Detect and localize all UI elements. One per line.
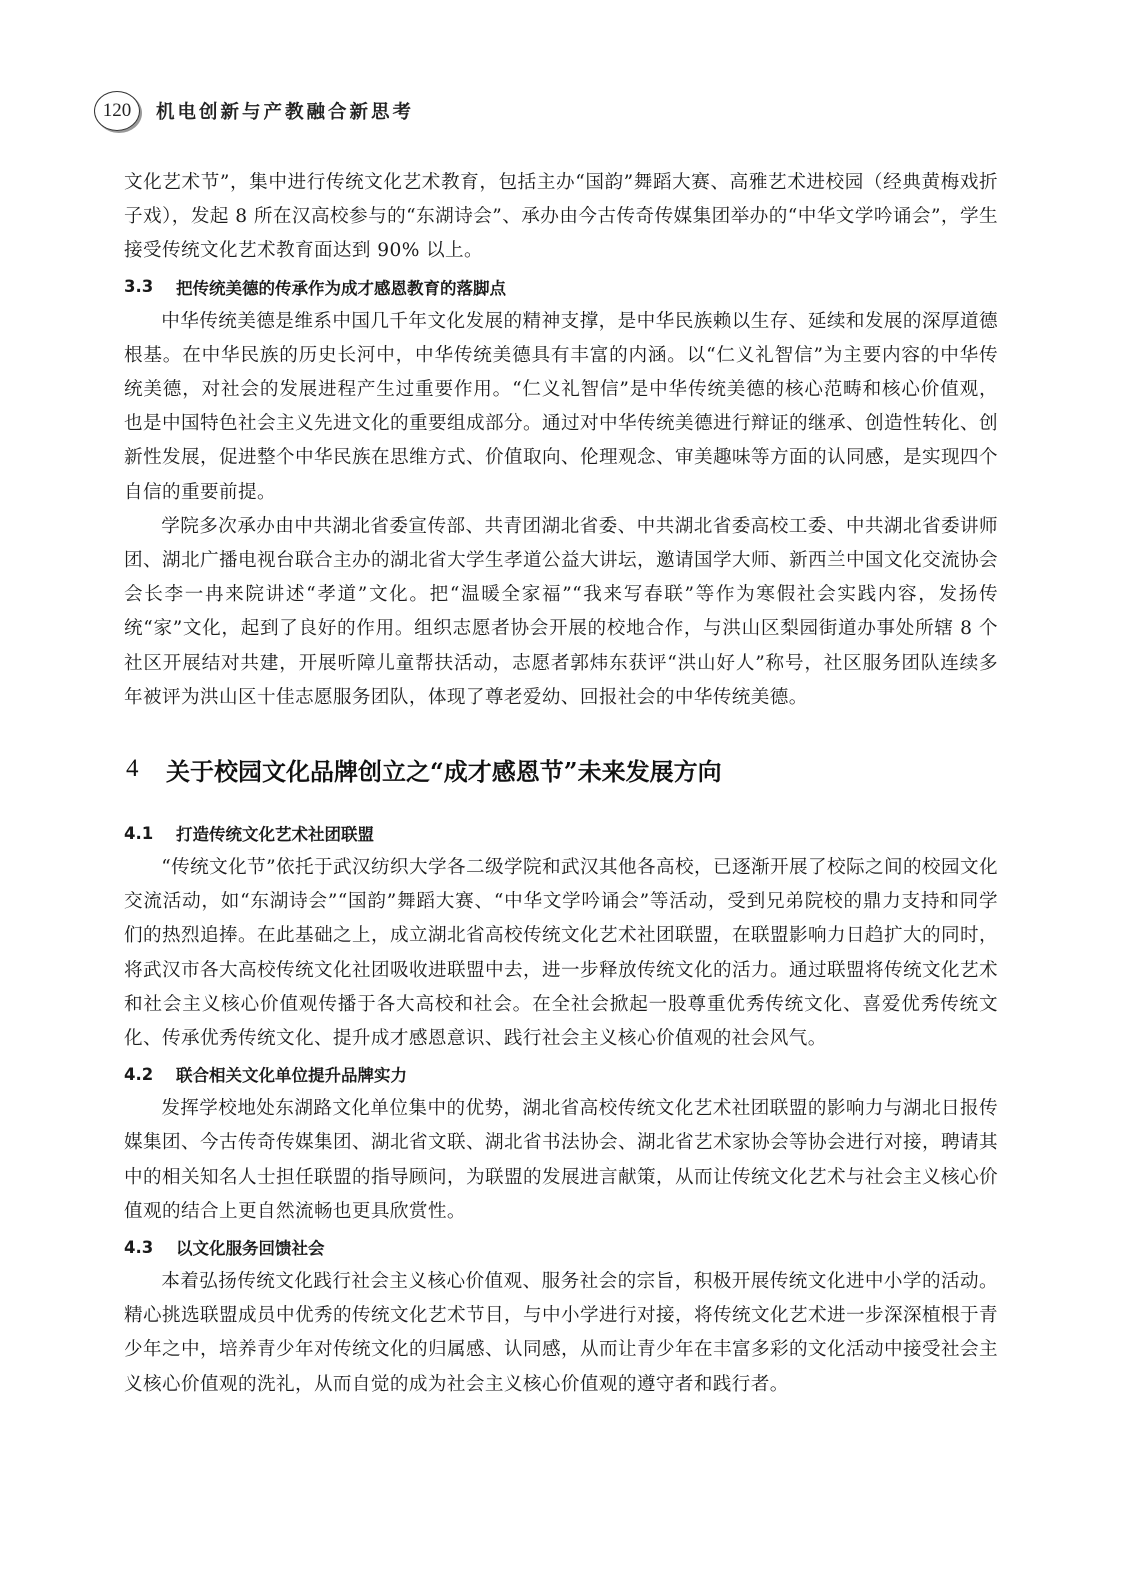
subsection-title: 以文化服务回馈社会: [176, 1239, 325, 1259]
subsection-heading-3-3: [124, 269, 998, 305]
subsection-heading-4-3: [124, 1229, 998, 1265]
paragraph: 发挥学校地处东湖路文化单位集中的优势，湖北省高校传统文化艺术社团联盟的影响力与湖北日报传媒集团、今古传奇传媒集团、湖北省文联、湖北省书法协会、湖北省艺术家协会等协会进行对接，聘请其中的相关知名人士担任联盟的指导顾问，为联盟的发展进言献策，从而让传统文化艺术与社会主义核心价值观的结合上更自然流畅也更具欣赏性。: [124, 1098, 998, 1222]
subsection-number: 4.1: [124, 823, 154, 843]
subsection-title: 把传统美德的传承作为成才感恩教育的落脚点: [176, 278, 506, 298]
subsection-number: 4.2: [124, 1064, 154, 1084]
subsection-title: 打造传统文化艺术社团联盟: [176, 825, 374, 845]
section-title: 关于校园文化品牌创立之“成才感恩节”未来发展方向: [166, 756, 722, 786]
subsection-number: 4.3: [124, 1237, 154, 1257]
subsection-heading-4-1: [124, 815, 998, 851]
running-title: 机电创新与产教融合新思考: [156, 102, 415, 123]
subsection-heading-4-2: [124, 1056, 998, 1092]
page-header: [94, 88, 414, 134]
paragraph: “传统文化节”依托于武汉纺织大学各二级学院和武汉其他各高校，已逐渐开展了校际之间的校园文化交流活动，如“东湖诗会”“国韵”舞蹈大赛、“中华文学吟诵会”等活动，受到兄弟院校的鼎力支持和同学们的热烈追捧。在此基础之上，成立湖北省高校传统文化艺术社团联盟，在联盟影响力日趋扩大的同时，将武汉市各大高校传统文化社团吸收进联盟中去，进一步释放传统文化的活力。通过联盟将传统文化艺术和社会主义核心价值观传播于各大高校和社会。在全社会掀起一股尊重优秀传统文化、喜爱优秀传统文化、传承优秀传统文化、提升成才感恩意识、践行社会主义核心价值观的社会风气。: [124, 857, 998, 1050]
paragraph: 中华传统美德是维系中国几千年文化发展的精神支撑，是中华民族赖以生存、延续和发展的深厚道德根基。在中华民族的历史长河中，中华传统美德具有丰富的内涵。以“仁义礼智信”为主要内容的中华传统美德，对社会的发展进程产生过重要作用。“仁义礼智信”是中华传统美德的核心范畴和核心价值观，也是中国特色社会主义先进文化的重要组成部分。通过对中华传统美德进行辩证的继承、创造性转化、创新性发展，促进整个中华民族在思维方式、价值取向、伦理观念、审美趣味等方面的认同感，是实现四个自信的重要前提。: [124, 310, 998, 503]
section-number: 4: [126, 755, 139, 783]
subsection-number: 3.3: [124, 277, 154, 297]
section-heading-4: [124, 749, 998, 789]
paragraph: 文化艺术节”，集中进行传统文化艺术教育，包括主办“国韵”舞蹈大赛、高雅艺术进校园（经典黄梅戏折子戏），发起 8 所在汉高校参与的“东湖诗会”、承办由今古传奇传媒集团举办的“中华文学吟诵会”，学生接受传统文化艺术教育面达到 90% 以上。: [124, 172, 998, 262]
page-number: 120: [94, 91, 140, 131]
page-body: [124, 166, 998, 1402]
paragraph: 学院多次承办由中共湖北省委宣传部、共青团湖北省委、中共湖北省委高校工委、中共湖北省委讲师团、湖北广播电视台联合主办的湖北省大学生孝道公益大讲坛，邀请国学大师、新西兰中国文化交流协会会长李一冉来院讲述“孝道”文化。把“温暖全家福”“我来写春联”等作为寒假社会实践内容，发扬传统“家”文化，起到了良好的作用。组织志愿者协会开展的校地合作，与洪山区梨园街道办事处所辖 8 个社区开展结对共建，开展听障儿童帮扶活动，志愿者郭炜东获评“洪山好人”称号，社区服务团队连续多年被评为洪山区十佳志愿服务团队，体现了尊老爱幼、回报社会的中华传统美德。: [124, 515, 998, 708]
paragraph: 本着弘扬传统文化践行社会主义核心价值观、服务社会的宗旨，积极开展传统文化进中小学的活动。精心挑选联盟成员中优秀的传统文化艺术节目，与中小学进行对接，将传统文化艺术进一步深深植根于青少年之中，培养青少年对传统文化的归属感、认同感，从而让青少年在丰富多彩的文化活动中接受社会主义核心价值观的洗礼，从而自觉的成为社会主义核心价值观的遵守者和践行者。: [124, 1271, 998, 1395]
subsection-title: 联合相关文化单位提升品牌实力: [176, 1066, 407, 1086]
